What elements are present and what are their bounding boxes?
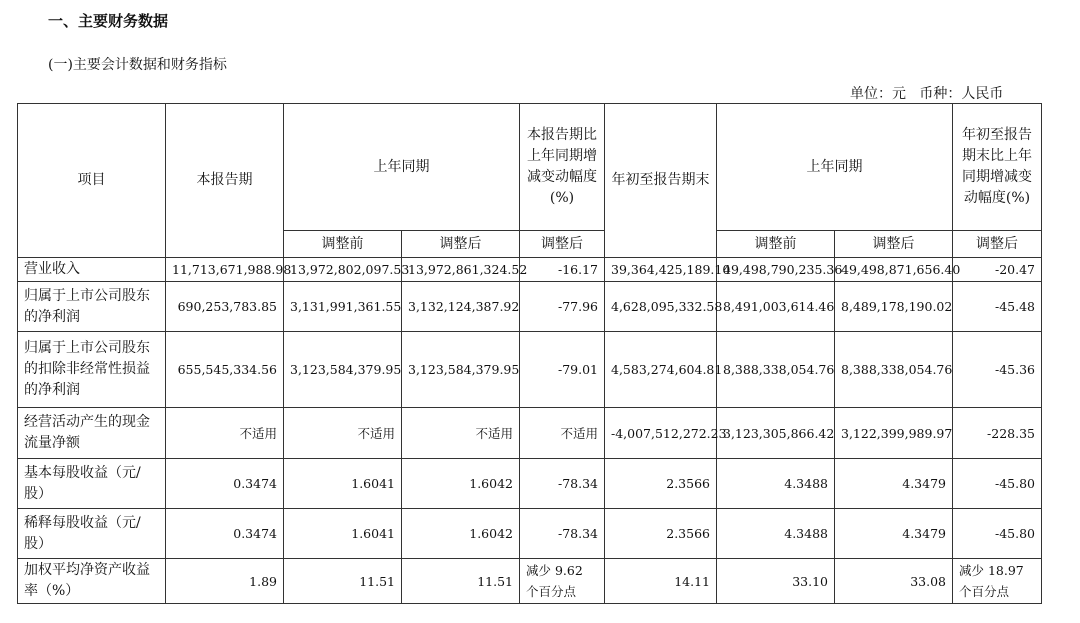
row-label: 归属于上市公司股东的扣除非经常性损益的净利润 [18, 332, 166, 408]
table-row [18, 559, 1042, 604]
cell: 8,491,003,614.46 [717, 282, 835, 332]
cell: 690,253,783.85 [166, 282, 284, 332]
section-heading: 一、主要财务数据 [48, 12, 169, 30]
cell: -45.80 [953, 459, 1042, 509]
cell: -20.47 [953, 258, 1042, 282]
cell: -45.36 [953, 332, 1042, 408]
cell: 不适用 [284, 408, 402, 459]
row-label: 加权平均净资产收益率（%） [18, 559, 166, 604]
cell: 减少 18.97 个百分点 [953, 559, 1042, 604]
cell: -45.80 [953, 509, 1042, 559]
cell: -4,007,512,272.23 [605, 408, 717, 459]
header-prior-period: 上年同期 [284, 104, 520, 231]
cell: 11.51 [284, 559, 402, 604]
table-row [18, 408, 1042, 459]
header-ytd-change: 年初至报告期末比上年同期增减变动幅度(%) [953, 104, 1042, 231]
cell: 3,123,584,379.95 [284, 332, 402, 408]
cell: 13,972,861,324.52 [402, 258, 520, 282]
cell: 4.3488 [717, 459, 835, 509]
cell: -78.34 [520, 509, 605, 559]
cell: 1.89 [166, 559, 284, 604]
table-row [18, 459, 1042, 509]
cell: 33.08 [835, 559, 953, 604]
row-label: 归属于上市公司股东的净利润 [18, 282, 166, 332]
cell: 11.51 [402, 559, 520, 604]
cell: -228.35 [953, 408, 1042, 459]
table-row [18, 258, 1042, 282]
cell: 3,123,305,866.42 [717, 408, 835, 459]
financial-data-table [17, 103, 1042, 604]
row-label: 营业收入 [18, 258, 166, 282]
header-period-change: 本报告期比上年同期增减变动幅度(%) [520, 104, 605, 231]
cell: 4.3488 [717, 509, 835, 559]
cell: 2.3566 [605, 509, 717, 559]
header-ytd: 年初至报告期末 [605, 104, 717, 258]
cell: 13,972,802,097.53 [284, 258, 402, 282]
cell: 3,123,584,379.95 [402, 332, 520, 408]
cell: -77.96 [520, 282, 605, 332]
cell: 1.6042 [402, 459, 520, 509]
cell: 不适用 [520, 408, 605, 459]
cell: 0.3474 [166, 459, 284, 509]
cell: 3,131,991,361.55 [284, 282, 402, 332]
header-prior-before: 调整前 [284, 231, 402, 258]
cell: 3,122,399,989.97 [835, 408, 953, 459]
cell: 49,498,790,235.36 [717, 258, 835, 282]
cell: 不适用 [402, 408, 520, 459]
table-row [18, 282, 1042, 332]
subsection-heading: (一)主要会计数据和财务指标 [48, 57, 227, 73]
header-item: 项目 [18, 104, 166, 258]
unit-note: 单位：元 币种：人民币 [850, 86, 1004, 102]
cell: 2.3566 [605, 459, 717, 509]
cell: 4,628,095,332.58 [605, 282, 717, 332]
cell: -78.34 [520, 459, 605, 509]
row-label: 经营活动产生的现金流量净额 [18, 408, 166, 459]
header-prior-after: 调整后 [402, 231, 520, 258]
row-label: 稀释每股收益（元/股） [18, 509, 166, 559]
cell: 1.6041 [284, 509, 402, 559]
cell: 14.11 [605, 559, 717, 604]
cell: 3,132,124,387.92 [402, 282, 520, 332]
cell: 11,713,671,988.98 [166, 258, 284, 282]
header-ytd-before: 调整前 [717, 231, 835, 258]
cell: 33.10 [717, 559, 835, 604]
cell: 1.6042 [402, 509, 520, 559]
cell: 39,364,425,189.10 [605, 258, 717, 282]
cell: 0.3474 [166, 509, 284, 559]
cell: 49,498,871,656.40 [835, 258, 953, 282]
cell: 8,388,338,054.76 [717, 332, 835, 408]
row-label: 基本每股收益（元/股） [18, 459, 166, 509]
cell: 8,388,338,054.76 [835, 332, 953, 408]
cell: 4,583,274,604.81 [605, 332, 717, 408]
table-row [18, 332, 1042, 408]
header-change-after: 调整后 [520, 231, 605, 258]
cell: 减少 9.62 个百分点 [520, 559, 605, 604]
cell: 4.3479 [835, 459, 953, 509]
table-row [18, 509, 1042, 559]
header-ytd-change-after: 调整后 [953, 231, 1042, 258]
header-prior-ytd: 上年同期 [717, 104, 953, 231]
header-ytd-after: 调整后 [835, 231, 953, 258]
cell: 655,545,334.56 [166, 332, 284, 408]
header-current-period: 本报告期 [166, 104, 284, 258]
cell: 1.6041 [284, 459, 402, 509]
cell: -45.48 [953, 282, 1042, 332]
cell: -79.01 [520, 332, 605, 408]
cell: 不适用 [166, 408, 284, 459]
cell: 8,489,178,190.02 [835, 282, 953, 332]
cell: -16.17 [520, 258, 605, 282]
cell: 4.3479 [835, 509, 953, 559]
